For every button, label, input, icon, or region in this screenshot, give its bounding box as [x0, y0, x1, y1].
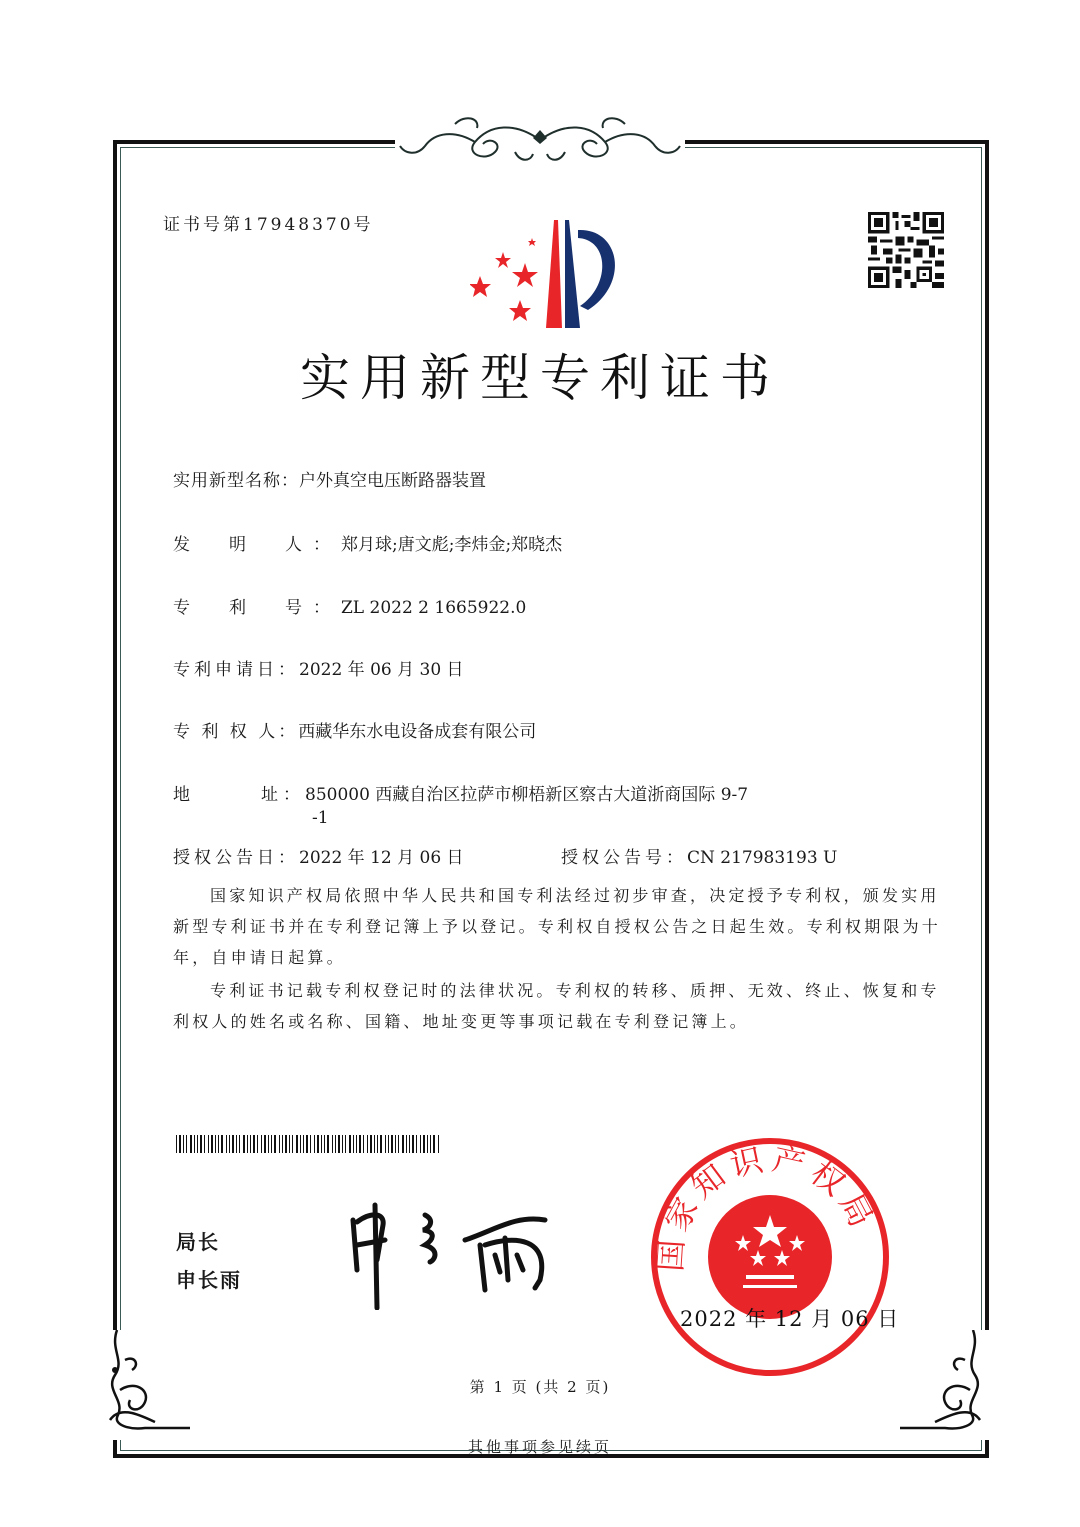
field-value: 户外真空电压断路器装置 [299, 471, 486, 491]
field-label: 授权公告号： [561, 848, 687, 868]
cnipa-logo-icon [470, 208, 630, 333]
field-label: 发 明 人： [173, 535, 341, 555]
certificate-number: 证书号第17948370号 [163, 215, 374, 235]
field-value: 2022 年 12 月 06 日 [299, 848, 464, 868]
seal-text: 国家知识产权局 [651, 1139, 884, 1273]
official-seal-icon [648, 1135, 893, 1380]
field-address-line2: -1 [312, 808, 329, 828]
qr-code-icon [866, 212, 946, 288]
field-inventors [173, 530, 562, 555]
field-label: 专利申请日： [173, 660, 299, 680]
field-grant-announcement-number [561, 843, 837, 868]
top-ornament-icon [395, 112, 685, 168]
field-application-date [173, 655, 464, 680]
field-value: CN 217983193 U [687, 848, 838, 868]
certificate-title: 实用新型专利证书 [300, 349, 780, 407]
field-patent-number [173, 593, 526, 618]
field-value: 2022 年 06 月 30 日 [299, 660, 464, 680]
director-title: 局长 [176, 1230, 220, 1254]
field-label: 地 址： [173, 785, 305, 805]
field-patentee [173, 717, 536, 742]
field-utility-model-name [173, 466, 486, 491]
footer-note: 其他事项参见续页 [467, 1438, 612, 1456]
field-label: 实用新型名称： [173, 471, 299, 491]
legal-paragraph-2: 专利证书记载专利权登记时的法律状况。专利权的转移、质押、无效、终止、恢复和专利权人的姓名或名称、国籍、地址变更等事项记载在专利登记簿上。 [173, 981, 940, 1031]
director-name: 申长雨 [176, 1268, 242, 1292]
field-value: 郑月球;唐文彪;李炜金;郑晓杰 [341, 535, 563, 555]
barcode-icon [176, 1135, 441, 1153]
field-address [173, 780, 748, 805]
field-value: 850000 西藏自治区拉萨市柳梧新区察古大道浙商国际 9-7 [305, 785, 749, 805]
field-label: 专 利 号： [173, 598, 341, 618]
legal-paragraph-1: 国家知识产权局依照中华人民共和国专利法经过初步审查，决定授予专利权，颁发实用新型专利证书并在专利登记簿上予以登记。专利权自授权公告之日起生效。专利权期限为十年，自申请日起算。 [173, 886, 942, 967]
field-value: ZL 2022 2 1665922.0 [341, 598, 527, 618]
field-value: 西藏华东水电设备成套有限公司 [298, 722, 537, 742]
field-label: 授权公告日： [173, 848, 299, 868]
director-signature-icon [345, 1200, 560, 1310]
field-grant-announcement-date [173, 843, 464, 868]
field-label: 专 利 权 人： [173, 722, 299, 742]
page-indicator: 第 1 页 (共 2 页) [469, 1378, 611, 1396]
seal-date: 2022 年 12 月 06 日 [680, 1307, 900, 1331]
